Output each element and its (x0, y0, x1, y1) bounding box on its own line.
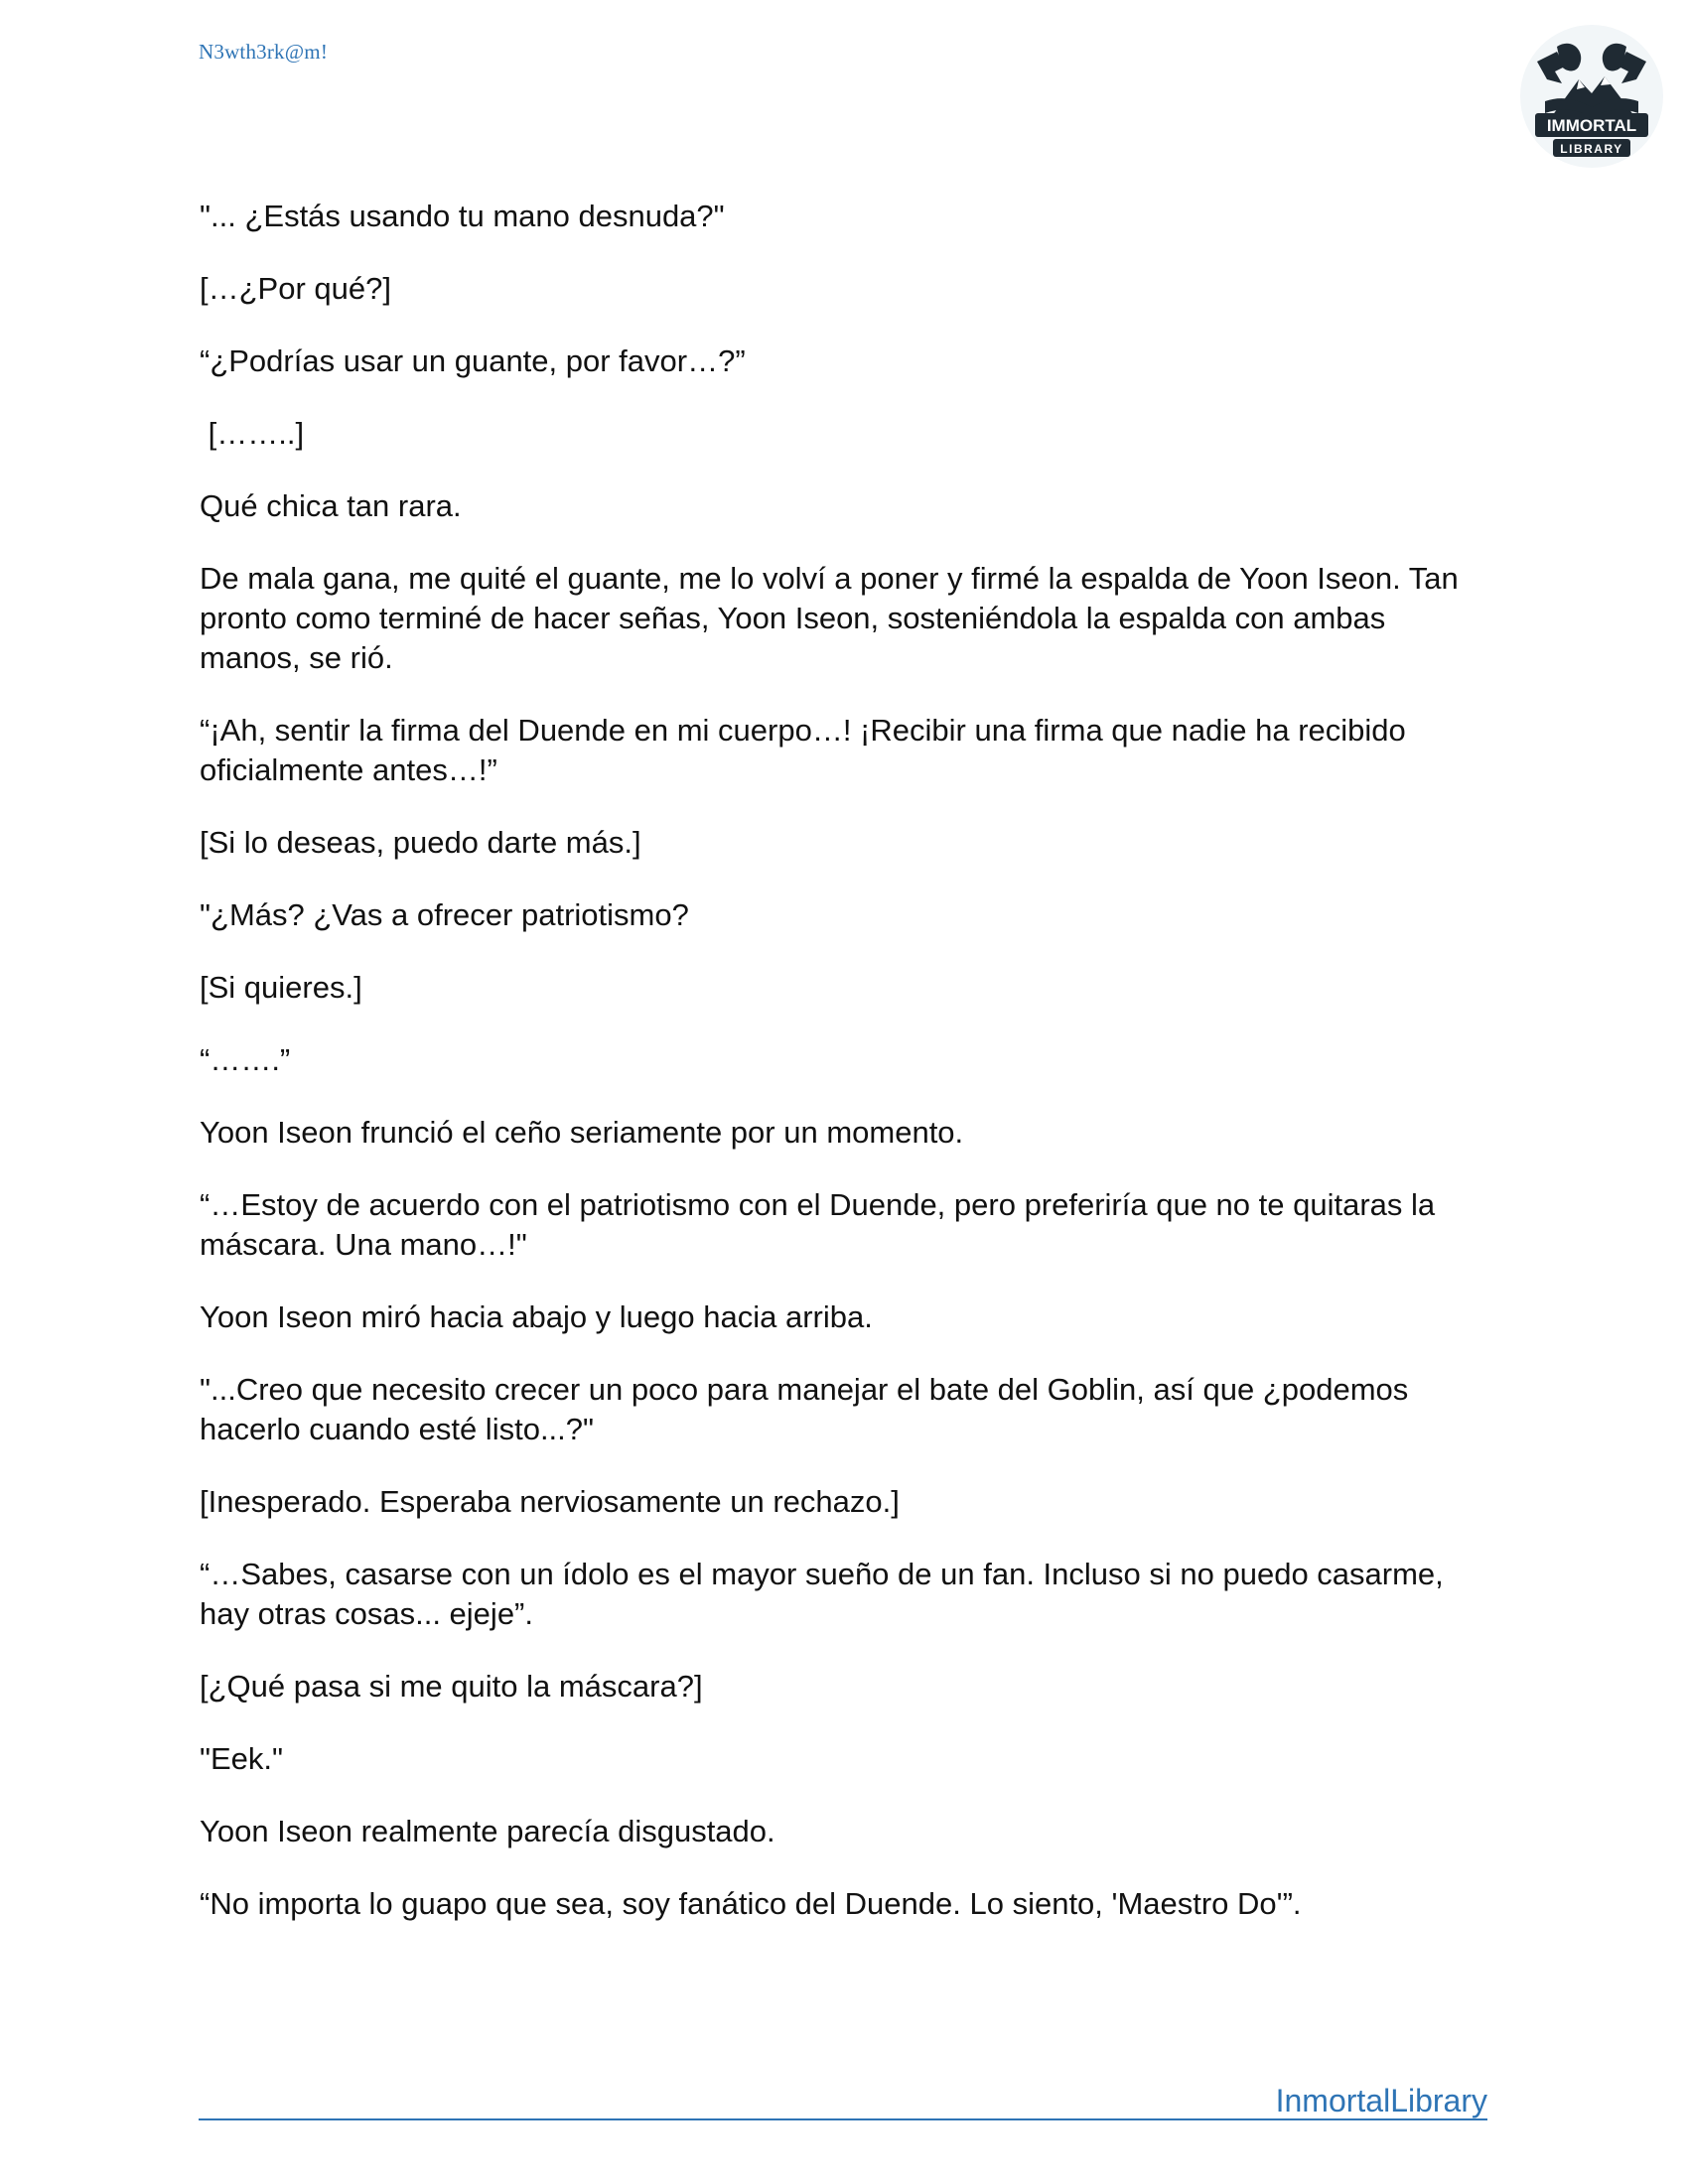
paragraph: "Eek." (200, 1741, 284, 1776)
paragraph: "... ¿Estás usando tu mano desnuda?" (200, 199, 725, 233)
body-text (200, 197, 1490, 1957)
paragraph: Yoon Iseon realmente parecía disgustado. (200, 1814, 775, 1848)
immortal-library-logo-icon (1517, 22, 1666, 171)
paragraph: [Si lo deseas, puedo darte más.] (200, 825, 641, 860)
paragraph: [¿Qué pasa si me quito la máscara?] (200, 1669, 703, 1704)
footer-link[interactable]: InmortalLibrary (1275, 2083, 1487, 2118)
logo-text-top: IMMORTAL (1546, 116, 1637, 135)
paragraph: Qué chica tan rara. (200, 488, 462, 523)
footer-divider (199, 2118, 1487, 2120)
header-watermark: N3wth3rk@m! (199, 40, 329, 64)
paragraph: Yoon Iseon frunció el ceño seriamente por un momento. (200, 1115, 964, 1150)
paragraph: "...Creo que necesito crecer un poco para manejar el bate del Goblin, así que ¿podemos hacerlo cuando esté listo...?" (200, 1372, 1417, 1446)
paragraph: “…….” (200, 1042, 291, 1077)
paragraph: […¿Por qué?] (200, 271, 391, 306)
paragraph: [Inesperado. Esperaba nerviosamente un rechazo.] (200, 1484, 900, 1519)
paragraph: “…Estoy de acuerdo con el patriotismo con el Duende, pero preferiría que no te quitaras la máscara. Una mano…!" (200, 1187, 1444, 1262)
paragraph: Yoon Iseon miró hacia abajo y luego hacia arriba. (200, 1299, 873, 1334)
paragraph: [……..] (200, 416, 305, 451)
paragraph: “…Sabes, casarse con un ídolo es el mayor sueño de un fan. Incluso si no puedo casarme, hay otras cosas... ejeje”. (200, 1557, 1453, 1631)
paragraph: “¿Podrías usar un guante, por favor…?” (200, 343, 746, 378)
logo-text-bottom: LIBRARY (1560, 142, 1623, 156)
paragraph: De mala gana, me quité el guante, me lo volví a poner y firmé la espalda de Yoon Iseon. Tan pronto como terminé de hacer señas, Yoon Iseon, sosteniéndola la espalda con ambas manos, se rió. (200, 561, 1468, 675)
paragraph: "¿Más? ¿Vas a ofrecer patriotismo? (200, 897, 689, 932)
paragraph: “¡Ah, sentir la firma del Duende en mi cuerpo…! ¡Recibir una firma que nadie ha recibido oficialmente antes…!” (200, 713, 1415, 787)
paragraph: “No importa lo guapo que sea, soy fanático del Duende. Lo siento, 'Maestro Do'”. (200, 1886, 1302, 1921)
paragraph: [Si quieres.] (200, 970, 362, 1005)
